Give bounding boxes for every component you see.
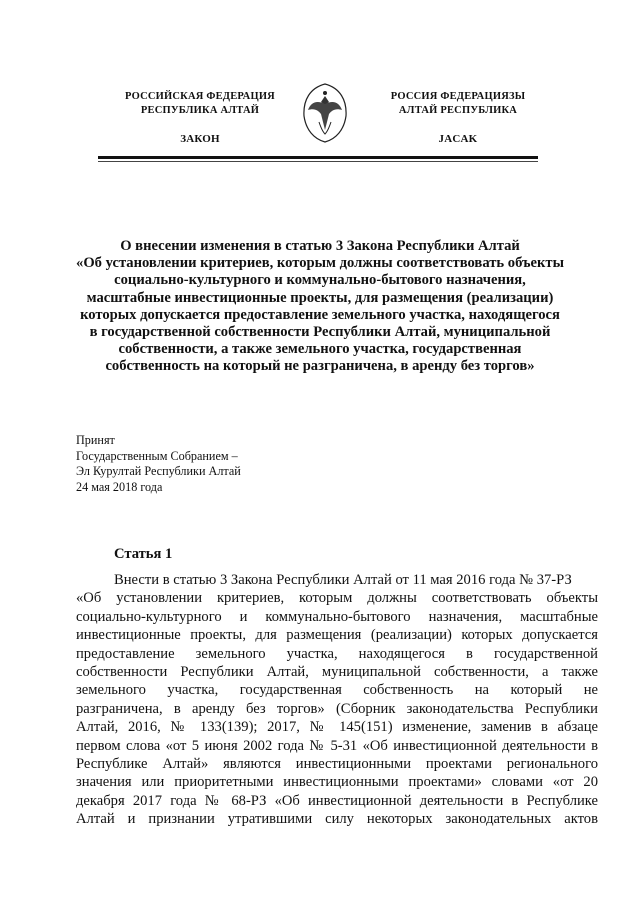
- body-line: предоставление земельного участка, находящегося в государственной: [76, 645, 598, 662]
- header-left-law: ЗАКОН: [180, 133, 220, 145]
- title-line: масштабные инвестиционные проекты, для размещения (реализации): [86, 289, 554, 306]
- body-line: земельного участка, государственная собственность на который не: [76, 682, 598, 699]
- law-title: [70, 238, 570, 376]
- body-line: Внести в статью 3 Закона Республики Алтай от 11 мая 2016 года № 37-РЗ: [114, 572, 572, 588]
- title-line: «Об установлении критериев, которым должны соответствовать объекты: [76, 255, 564, 272]
- header-right-law: JACAK: [438, 133, 478, 145]
- article-body: [76, 571, 598, 828]
- title-line: собственности, а также земельного участка, государственная: [118, 341, 522, 358]
- title-line: которых допускается предоставление земельного участка, находящегося: [80, 306, 560, 323]
- header-left-country: РОССИЙСКАЯ ФЕДЕРАЦИЯ: [125, 91, 275, 102]
- adoption-date: 24 мая 2018 года: [76, 479, 163, 494]
- title-line: социально-культурного и коммунально-бытового назначения,: [114, 272, 526, 289]
- body-line: Алтай, 2016, № 133(139); 2017, № 145(151) изменение, заменив в абзаце: [76, 719, 598, 736]
- body-line: значения или приоритетными инвестиционными проектами» словами «от 20: [76, 774, 598, 791]
- body-line: первом слова «от 5 июня 2002 года № 5-31 «Об инвестиционной деятельности в: [76, 737, 598, 754]
- header-left-republic: РЕСПУБЛИКА АЛТАЙ: [140, 105, 260, 116]
- title-line: в государственной собственности Республики Алтай, муниципальной: [89, 324, 551, 341]
- adoption-line: Эл Курултай Республики Алтай: [76, 464, 241, 478]
- body-line: Алтай и признании утратившими силу некоторых законодательных актов: [76, 811, 598, 828]
- header-right-country: РОССИЯ ФЕДЕРАЦИЯЗЫ: [390, 91, 526, 102]
- title-line: О внесении изменения в статью 3 Закона Республики Алтай: [120, 238, 520, 254]
- body-line: разграничена, в аренду без торгов» (Сборник законодательства Республики: [76, 700, 598, 717]
- body-line: Республике Алтай» являются инвестиционными проектами регионального: [76, 755, 598, 772]
- adoption-line: Государственным Собранием –: [76, 448, 238, 463]
- body-line: «Об установлении критериев, которым должны соответствовать объекты: [76, 590, 598, 607]
- adoption-line: Принят: [76, 433, 115, 447]
- header-right: [358, 90, 558, 146]
- header-rule-thick: [98, 156, 538, 159]
- body-line: собственности Республики Алтай, муниципальной собственности, а также: [76, 663, 598, 680]
- header-right-republic: АЛТАЙ РЕСПУБЛИКА: [398, 105, 518, 116]
- body-line: инвестиционные проекты, для размещения (реализации) которых допускается: [76, 627, 598, 644]
- coat-of-arms-eagle-icon: [300, 82, 350, 144]
- adoption-block: [76, 433, 336, 495]
- article-title: Статья 1: [114, 546, 173, 562]
- title-line: собственность на который не разграничена, в аренду без торгов»: [105, 358, 535, 375]
- header-left: [100, 90, 300, 146]
- header-rule-thin: [98, 161, 538, 162]
- body-line: декабря 2017 года № 68-РЗ «Об инвестиционной деятельности в Республике: [76, 792, 598, 809]
- body-line: социально-культурного и коммунально-бытового назначения, масштабные: [76, 608, 598, 625]
